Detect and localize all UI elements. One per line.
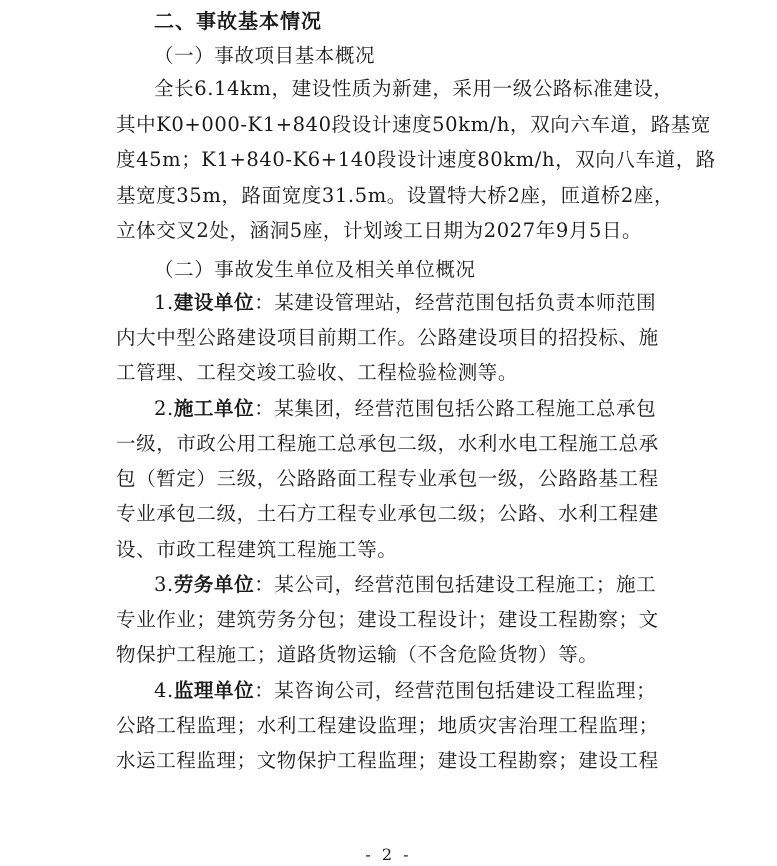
unit-2-first-line [154, 397, 674, 421]
paragraph-line: 基宽度35m，路面宽度31.5m。设置特大桥2座，匝道桥2座， [116, 184, 675, 207]
paragraph-line: 工管理、工程交竣工验收、工程检验检测等。 [116, 361, 519, 384]
unit-number: 2. [154, 397, 174, 420]
unit-text: ：某集团，经营范围包括公路工程施工总承包 [254, 397, 657, 420]
paragraph-line: 水运工程监理；文物保护工程监理；建设工程勘察；建设工程 [116, 749, 659, 772]
paragraph-line: 专业作业；建筑劳务分包；建设工程设计；建设工程勘察；文 [116, 608, 659, 631]
page-number: - 2 - [365, 845, 412, 864]
paragraph-line: 全长6.14km，建设性质为新建，采用一级公路标准建设， [154, 77, 674, 100]
paragraph-line: 其中K0+000-K1+840段设计速度50km/h，双向六车道，路基宽 [116, 113, 712, 136]
subsection-title-1: （一）事故项目基本概况 [154, 44, 376, 67]
unit-text: ：某建设管理站，经营范围包括负责本师范围 [254, 291, 657, 314]
unit-1-first-line [154, 291, 674, 315]
unit-number: 4. [154, 679, 174, 702]
paragraph-line: 内大中型公路建设项目前期工作。公路建设项目的招投标、施 [116, 326, 659, 349]
paragraph-line: 设、市政工程建筑工程施工等。 [116, 538, 398, 561]
paragraph-line: 物保护工程施工；道路货物运输（不含危险货物）等。 [116, 643, 599, 666]
paragraph-line: 立体交叉2处，涵洞5座，计划竣工日期为2027年9月5日。 [116, 219, 643, 242]
unit-label: 施工单位 [173, 397, 255, 420]
paragraph-line: 度45m；K1+840-K6+140段设计速度80km/h，双向八车道，路 [116, 148, 716, 171]
section-heading: 二、事故基本情况 [154, 9, 322, 33]
unit-number: 1. [154, 291, 174, 314]
paragraph-line: 公路工程监理；水利工程建设监理；地质灾害治理工程监理； [116, 714, 659, 737]
unit-label: 监理单位 [173, 679, 255, 702]
paragraph-line: 一级，市政公用工程施工总承包二级，水利水电工程施工总承 [116, 432, 659, 455]
unit-3-first-line [154, 573, 674, 597]
unit-number: 3. [154, 573, 174, 596]
unit-4-first-line [154, 679, 674, 703]
unit-label: 劳务单位 [173, 573, 255, 596]
unit-text: ：某咨询公司，经营范围包括建设工程监理； [254, 679, 657, 702]
subsection-title-2: （二）事故发生单位及相关单位概况 [154, 258, 476, 281]
paragraph-line: 包（暂定）三级，公路路面工程专业承包一级，公路路基工程 [116, 467, 659, 490]
paragraph-line: 专业承包二级，土石方工程专业承包二级；公路、水利工程建 [116, 502, 659, 525]
unit-label: 建设单位 [173, 291, 255, 314]
unit-text: ：某公司，经营范围包括建设工程施工；施工 [254, 573, 657, 596]
